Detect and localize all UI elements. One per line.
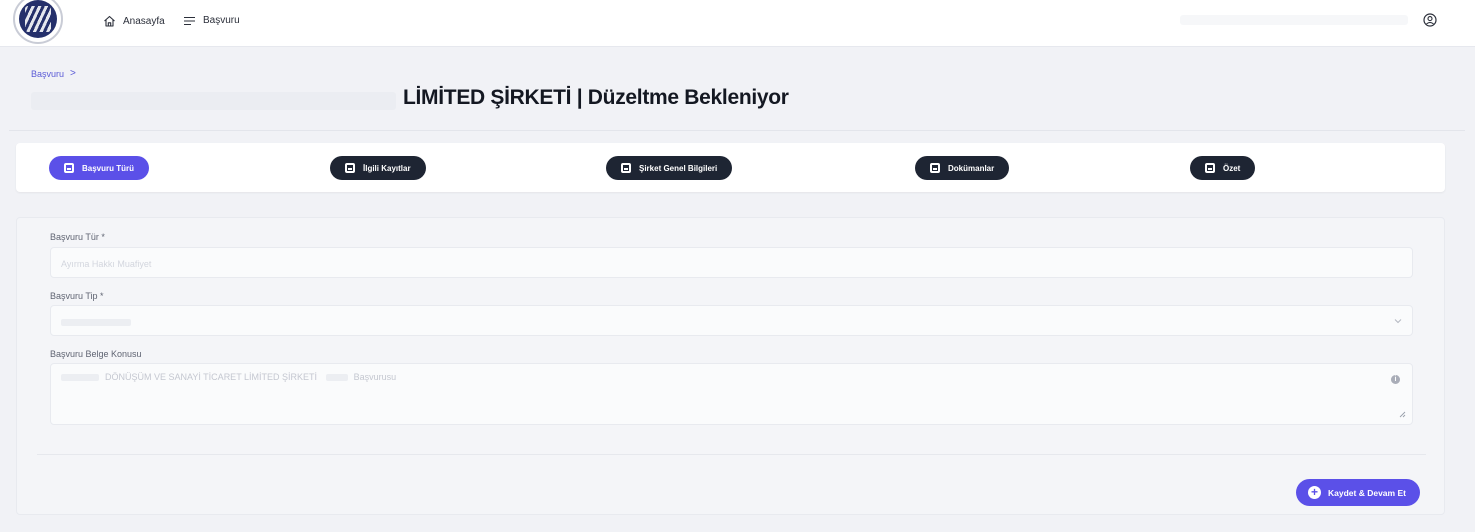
save-and-continue-button[interactable] [1296, 479, 1420, 506]
bookmark-square-icon [1205, 163, 1215, 173]
company-name-redacted [31, 92, 396, 110]
application-form [16, 217, 1445, 515]
step-documents[interactable] [915, 156, 1009, 180]
resize-handle-icon[interactable] [1399, 411, 1406, 418]
application-type-label: Başvuru Tür * [50, 232, 105, 242]
plus-circle-icon: + [1308, 486, 1321, 499]
step-label: Başvuru Türü [82, 163, 135, 173]
bookmark-square-icon [64, 163, 74, 173]
info-icon[interactable]: i [1391, 375, 1400, 384]
step-related-records[interactable] [330, 156, 426, 180]
breadcrumb-separator: > [70, 68, 76, 79]
application-kind-value-redacted [61, 319, 131, 326]
user-info-redacted [1180, 15, 1408, 25]
subject-middle-redacted [326, 374, 348, 381]
application-type-field[interactable] [50, 247, 1413, 278]
logo[interactable] [13, 0, 63, 44]
step-label: Özet [1223, 163, 1241, 173]
application-kind-select[interactable] [50, 305, 1413, 336]
form-divider [37, 454, 1426, 455]
application-kind-label: Başvuru Tip * [50, 291, 104, 301]
step-label: İlgili Kayıtlar [363, 163, 411, 173]
bookmark-square-icon [345, 163, 355, 173]
step-company-general-info[interactable] [606, 156, 732, 180]
bookmark-square-icon [621, 163, 631, 173]
header-divider [9, 130, 1465, 131]
top-navbar [0, 0, 1475, 47]
home-icon [103, 15, 116, 27]
nav-application-label: Başvuru [203, 15, 240, 26]
subject-prefix-redacted [61, 374, 99, 381]
step-summary[interactable] [1190, 156, 1255, 180]
menu-icon [183, 16, 196, 26]
step-label: Dokümanlar [948, 163, 995, 173]
bookmark-square-icon [930, 163, 940, 173]
nav-home-link[interactable] [103, 15, 165, 27]
page-title: LİMİTED ŞİRKETİ | Düzeltme Bekleniyor [403, 86, 789, 109]
user-circle-icon[interactable] [1423, 13, 1437, 27]
breadcrumb [31, 68, 76, 79]
application-type-value: Ayırma Hakkı Muafiyet [61, 259, 152, 269]
breadcrumb-item[interactable]: Başvuru [31, 68, 65, 79]
step-label: Şirket Genel Bilgileri [639, 163, 718, 173]
document-subject-textarea[interactable] [50, 363, 1413, 425]
document-subject-main: DÖNÜŞÜM VE SANAYİ TİCARET LİMİTED ŞİRKETİ [105, 372, 318, 382]
logo-emblem [19, 0, 57, 38]
stepper [16, 143, 1445, 192]
step-application-type[interactable] [49, 156, 149, 180]
chevron-down-icon [1394, 318, 1402, 324]
document-subject-label: Başvuru Belge Konusu [50, 349, 142, 359]
save-and-continue-label: Kaydet & Devam Et [1328, 487, 1406, 498]
nav-application-link[interactable] [183, 15, 240, 26]
nav-home-label: Anasayfa [123, 15, 165, 27]
document-subject-suffix: Başvurusu [353, 372, 397, 382]
